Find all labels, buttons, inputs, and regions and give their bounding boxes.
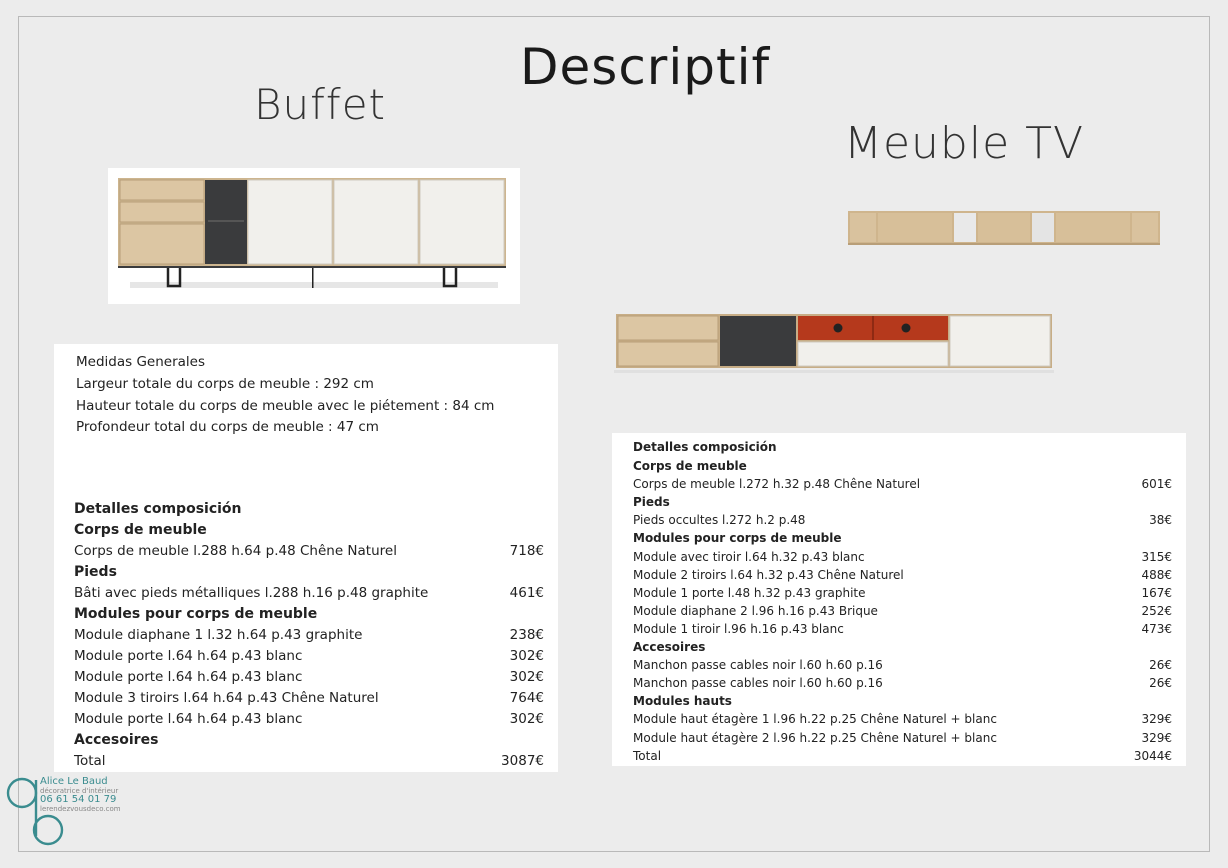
logo-name: Alice Le Baud	[40, 776, 108, 787]
table-row-price: 461€	[509, 585, 544, 601]
table-row-price: 167€	[1141, 585, 1172, 600]
tv-unit-photo	[614, 312, 1054, 374]
general-title: Medidas Generales	[76, 354, 205, 370]
table-row-price: 764€	[509, 690, 544, 706]
section-heading: Modules pour corps de meuble	[74, 606, 318, 622]
table-row-price: 473€	[1141, 621, 1172, 636]
table-row-label: Total	[74, 753, 106, 769]
table-row-label: Module 3 tiroirs l.64 h.64 p.43 Chêne Naturel	[74, 690, 379, 706]
table-row-price: 3044€	[1133, 748, 1172, 763]
table-row-price: 718€	[509, 543, 544, 559]
table-row-label: Module porte l.64 h.64 p.43 blanc	[74, 669, 303, 685]
logo-site: lerendezvousdeco.com	[40, 805, 121, 813]
section-heading: Corps de meuble	[74, 522, 207, 538]
tv-heading: Meuble TV	[844, 118, 1085, 169]
table-row-price: 26€	[1149, 676, 1172, 691]
section-heading: Pieds	[74, 564, 117, 580]
logo-text	[40, 777, 121, 813]
section-heading: Corps de meuble	[633, 459, 747, 473]
table-row-label: Pieds occultes l.272 h.2 p.48	[633, 513, 806, 528]
tv-details-box	[612, 433, 1186, 766]
table-row-price: 302€	[509, 669, 544, 685]
logo-role: décoratrice d'intérieur	[40, 787, 119, 795]
table-row-price: 302€	[509, 711, 544, 727]
buffet-details-title: Detalles composición	[74, 501, 242, 517]
buffet-illustration	[108, 168, 520, 304]
buffet-heading: Buffet	[254, 80, 386, 129]
table-row-price: 329€	[1141, 712, 1172, 727]
page-title: Descriptif	[520, 38, 771, 96]
table-row-price: 329€	[1141, 730, 1172, 745]
table-row-label: Module 2 tiroirs l.64 h.32 p.43 Chêne Naturel	[633, 567, 904, 582]
tv-shelves-illustration	[848, 210, 1160, 246]
buffet-photo	[108, 168, 520, 304]
table-row-label: Bâti avec pieds métalliques l.288 h.16 p.48 graphite	[74, 585, 429, 601]
section-heading: Pieds	[633, 495, 670, 510]
table-row-price: 601€	[1141, 477, 1172, 492]
section-heading: Accesoires	[633, 640, 706, 654]
table-row-price: 26€	[1149, 658, 1172, 673]
table-row-label: Module haut étagère 2 l.96 h.22 p.25 Chêne Naturel + blanc	[633, 730, 997, 745]
table-row-price: 488€	[1141, 567, 1172, 582]
table-row-label: Module avec tiroir l.64 h.32 p.43 blanc	[633, 549, 865, 564]
table-row-label: Manchon passe cables noir l.60 h.60 p.16	[633, 658, 883, 673]
general-line: Profondeur total du corps de meuble : 47 cm	[76, 419, 379, 435]
table-row-label: Module haut étagère 1 l.96 h.22 p.25 Chêne Naturel + blanc	[633, 712, 997, 727]
table-row-label: Total	[633, 748, 662, 763]
table-row-label: Manchon passe cables noir l.60 h.60 p.16	[633, 676, 883, 691]
table-row-price: 238€	[509, 627, 544, 643]
table-row-label: Module porte l.64 h.64 p.43 blanc	[74, 711, 303, 727]
table-row-label: Module diaphane 1 l.32 h.64 p.43 graphite	[74, 627, 363, 643]
table-row-label: Module porte l.64 h.64 p.43 blanc	[74, 648, 303, 664]
tv-wall-shelves-photo	[848, 210, 1160, 246]
buffet-details-box	[54, 344, 558, 772]
table-row-label: Corps de meuble l.288 h.64 p.48 Chêne Naturel	[74, 543, 397, 559]
table-row-label: Module diaphane 2 l.96 h.16 p.43 Brique	[633, 603, 878, 618]
section-heading: Modules hauts	[633, 694, 732, 709]
section-heading: Accesoires	[74, 732, 159, 748]
table-row-label: Corps de meuble l.272 h.32 p.48 Chêne Naturel	[633, 477, 921, 492]
table-row-price: 252€	[1141, 603, 1172, 618]
table-row-price: 315€	[1141, 549, 1172, 564]
logo-phone: 06 61 54 01 79	[40, 794, 117, 805]
table-row-price: 302€	[509, 648, 544, 664]
tv-unit-illustration	[614, 312, 1054, 374]
table-row-label: Module 1 tiroir l.96 h.16 p.43 blanc	[633, 621, 844, 636]
table-row-price: 38€	[1149, 513, 1172, 528]
tv-details-title: Detalles composición	[633, 440, 777, 454]
table-row-price: 3087€	[501, 753, 544, 769]
general-line: Largeur totale du corps de meuble : 292 cm	[76, 376, 374, 392]
section-heading: Modules pour corps de meuble	[633, 531, 842, 546]
table-row-label: Module 1 porte l.48 h.32 p.43 graphite	[633, 585, 866, 600]
general-line: Hauteur totale du corps de meuble avec le piétement : 84 cm	[76, 397, 495, 414]
